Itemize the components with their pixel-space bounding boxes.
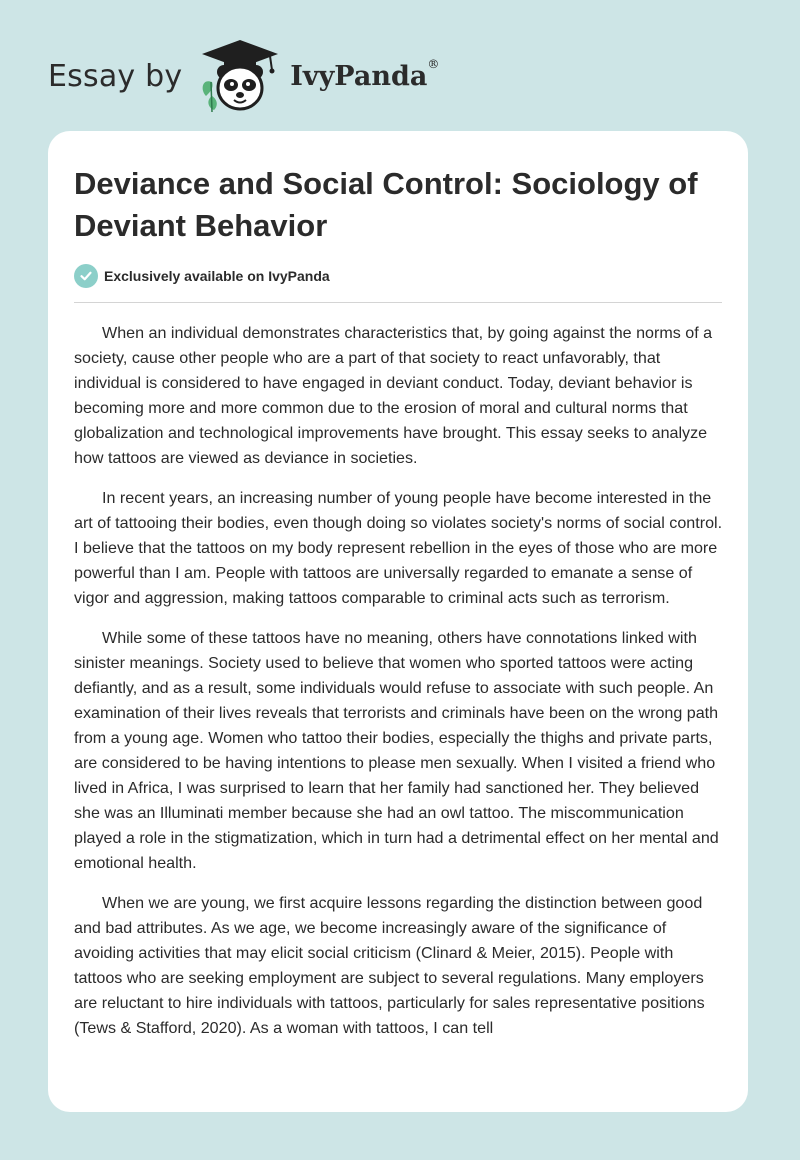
essay-by-label: Essay by <box>48 58 183 94</box>
paragraph: While some of these tattoos have no meaning, others have connotations linked with sinister meanings. Society used to believe that women who sported tattoos were acting defiantly, and as a result, some individuals would refuse to associate with such people. An examination of their lives reveals that terrorists and criminals have been on the wrong path from a young age. Women who tattoo their bodies, especially the thighs and private parts, are considered to be having intentions to please men sexually. When I visited a friend who lived in Africa, I was surprised to learn that her family had sanctioned her. They believed she was an Illuminati member because she had an owl tattoo. The miscommunication played a role in the stigmatization, which in turn had a detrimental effect on her mental and emotional health. <box>74 629 719 872</box>
check-icon <box>74 264 98 288</box>
exclusive-badge <box>74 264 330 288</box>
paragraph: When we are young, we first acquire lessons regarding the distinction between good and bad attributes. As we age, we become increasingly aware of the significance of avoiding activities that may elicit social criticism (Clinard & Meier, 2015). People with tattoos who are seeking employment are subject to several regulations. Many employers are reluctant to hire individuals with tattoos, particularly for sales representative positions (Tews & Stafford, 2020). As a woman with tattoos, I can tell <box>74 894 705 1037</box>
essay-body <box>74 321 724 1071</box>
brand-name[interactable]: IvyPanda® <box>290 56 440 92</box>
exclusive-label: Exclusively available on IvyPanda <box>104 268 330 284</box>
site-header <box>48 36 439 116</box>
paragraph: When an individual demonstrates characteristics that, by going against the norms of a society, cause other people who are a part of that society to react unfavorably, that individual is considered to have engaged in deviant conduct. Today, deviant behavior is becoming more and more common due to the erosion of moral and cultural norms that globalization and technological improvements have brought. This essay seeks to analyze how tattoos are viewed as deviance in societies. <box>74 324 713 467</box>
registered-mark: ® <box>427 56 440 71</box>
panda-graduate-logo-icon <box>198 38 282 114</box>
paragraph: In recent years, an increasing number of young people have become interested in the art of tattooing their bodies, even though doing so violates society's norms of social control. I believe that the tattoos on my body represent rebellion in the eyes of those who are more powerful than I am. People with tattoos are universally regarded to emanate a sense of vigor and aggression, making tattoos comparable to criminal acts such as terrorism. <box>74 489 723 607</box>
divider <box>74 302 722 303</box>
essay-card <box>48 131 748 1112</box>
page-title: Deviance and Social Control: Sociology of Deviant Behavior <box>74 166 698 243</box>
